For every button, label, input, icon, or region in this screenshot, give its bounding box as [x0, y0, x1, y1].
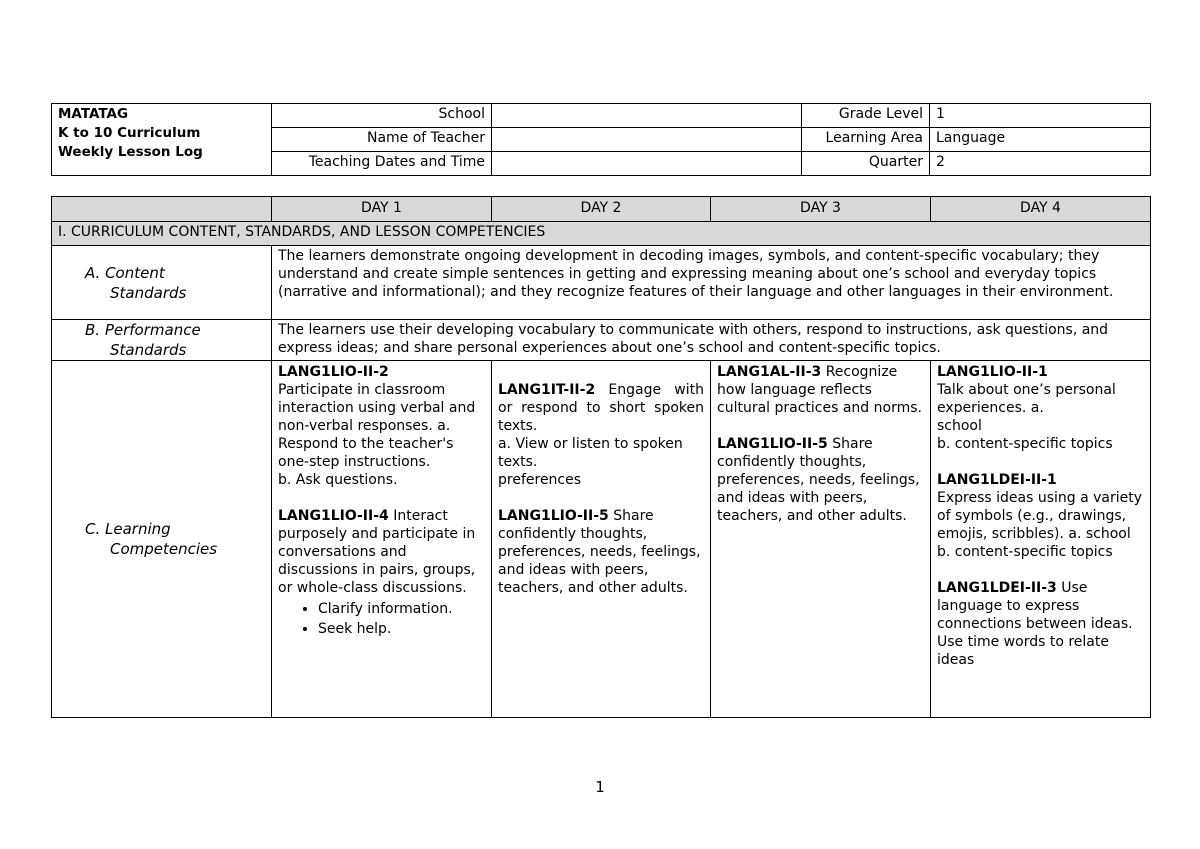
- day2-text-2: Share confidently thoughts, preferences, needs, feelings, and ideas with peers, teachers, and other adults.: [498, 508, 701, 596]
- day1-bullet-1: • Clarify information.: [318, 599, 485, 619]
- grade-level-label: Grade Level: [802, 104, 930, 128]
- day1-text-1: Participate in classroom interaction using verbal and non-verbal responses. a. Respond to the teacher's one-step instructions.: [278, 382, 476, 470]
- content-standards-label-2: Standards: [110, 283, 187, 302]
- day1-competency-2: [278, 507, 485, 597]
- day4-code-1: LANG1LIO-II-1: [937, 364, 1048, 380]
- day-4-header: DAY 4: [931, 197, 1151, 222]
- day3-code-2: LANG1LIO-II-5: [717, 436, 828, 452]
- day3-text-1: Recognize how language reflects cultural practices and norms.: [717, 364, 922, 416]
- day4-text-1c: school: [937, 418, 982, 434]
- teacher-label: Name of Teacher: [272, 128, 492, 152]
- learning-competencies-label: [52, 361, 272, 718]
- day3-competency-2: [717, 435, 924, 525]
- day4-code-3: LANG1LDEI-II-3: [937, 580, 1057, 596]
- day4-text-1b: experiences. a.: [937, 400, 1044, 416]
- document-title: [52, 104, 272, 176]
- day1-bullet-2: • Seek help.: [318, 619, 485, 639]
- title-line-2: K to 10 Curriculum: [58, 125, 201, 141]
- day-2-header: DAY 2: [492, 197, 711, 222]
- learning-competencies-label-2: Competencies: [110, 540, 218, 558]
- performance-standards-text: The learners use their developing vocabulary to communicate with others, respond to instructions, ask questions, and express ideas; and share personal experiences about one’s school and content-specific topics.: [272, 320, 1151, 361]
- grade-level-value[interactable]: 1: [930, 104, 1151, 128]
- day3-code-1: LANG1AL-II-3: [717, 364, 822, 380]
- day4-competency-3: [937, 579, 1144, 669]
- quarter-label: Quarter: [802, 152, 930, 176]
- day-4-competencies: [931, 361, 1151, 718]
- day1-code-1: LANG1LIO-II-2: [278, 364, 389, 380]
- day3-competency-1: [717, 363, 924, 417]
- dates-field[interactable]: [492, 152, 802, 176]
- day2-text-1b: preferences: [498, 472, 582, 488]
- school-label: School: [272, 104, 492, 128]
- teacher-field[interactable]: [492, 128, 802, 152]
- day4-text-2b: b. content-specific topics: [937, 544, 1113, 560]
- day4-text-1d: b. content-specific topics: [937, 436, 1113, 452]
- performance-standards-label-1: B. Performance: [85, 321, 201, 339]
- day2-text-1: Engage with or respond to short spoken texts.: [498, 382, 704, 434]
- learning-area-value[interactable]: Language: [930, 128, 1151, 152]
- day4-text-1a: Talk about one’s personal: [937, 382, 1116, 398]
- day-2-competencies: [492, 361, 711, 718]
- day-3-competencies: [711, 361, 931, 718]
- corner-cell: [52, 197, 272, 222]
- page-number: 1: [595, 778, 605, 796]
- content-standards-label-1: A. Content: [85, 263, 165, 282]
- day-1-header: DAY 1: [272, 197, 492, 222]
- title-line-1: MATATAG: [58, 106, 129, 122]
- day1-text-2: Interact purposely and participate in conversations and discussions in pairs, groups, or whole-class discussions.: [278, 508, 476, 596]
- day-header-row: [52, 197, 1151, 222]
- dates-label: Teaching Dates and Time: [272, 152, 492, 176]
- day1-bullet-list: [278, 599, 485, 639]
- day4-code-2: LANG1LDEI-II-1: [937, 472, 1057, 488]
- learning-competencies-label-1: C. Learning: [85, 520, 171, 538]
- day2-text-1a: a. View or listen to spoken texts.: [498, 436, 683, 470]
- content-standards-label: [52, 246, 272, 320]
- school-field[interactable]: [492, 104, 802, 128]
- section-row: [52, 222, 1151, 246]
- day1-code-2: LANG1LIO-II-4: [278, 508, 389, 524]
- section-title: I. CURRICULUM CONTENT, STANDARDS, AND LESSON COMPETENCIES: [52, 222, 1151, 246]
- day2-code-1: LANG1IT-II-2: [498, 382, 596, 398]
- day2-competency-1: [498, 381, 704, 435]
- learning-competencies-row: [52, 361, 1151, 718]
- performance-standards-label-2: Standards: [110, 341, 187, 359]
- title-line-3: Weekly Lesson Log: [58, 144, 203, 160]
- day-1-competencies: [272, 361, 492, 718]
- content-standards-text: The learners demonstrate ongoing development in decoding images, symbols, and content-specific vocabulary; they understand and create simple sentences in getting and expressing meaning about one’s school and everyday topics (narrative and informational); and they recognize features of their language and other languages in their environment.: [272, 246, 1151, 320]
- lesson-log-table: [51, 196, 1151, 718]
- day1-text-1b: b. Ask questions.: [278, 472, 398, 488]
- performance-standards-row: [52, 320, 1151, 361]
- day2-competency-2: [498, 507, 704, 597]
- header-table: [51, 103, 1151, 176]
- day3-text-2: Share confidently thoughts, preferences, needs, feelings, and ideas with peers, teachers, and other adults.: [717, 436, 920, 524]
- learning-area-label: Learning Area: [802, 128, 930, 152]
- day-3-header: DAY 3: [711, 197, 931, 222]
- quarter-value[interactable]: 2: [930, 152, 1151, 176]
- day2-code-2: LANG1LIO-II-5: [498, 508, 609, 524]
- day4-text-3: Use language to express connections between ideas. Use time words to relate ideas: [937, 580, 1133, 668]
- day4-text-2: Express ideas using a variety of symbols (e.g., drawings, emojis, scribbles). a. school: [937, 490, 1143, 542]
- performance-standards-label: [52, 320, 272, 361]
- content-standards-row: [52, 246, 1151, 320]
